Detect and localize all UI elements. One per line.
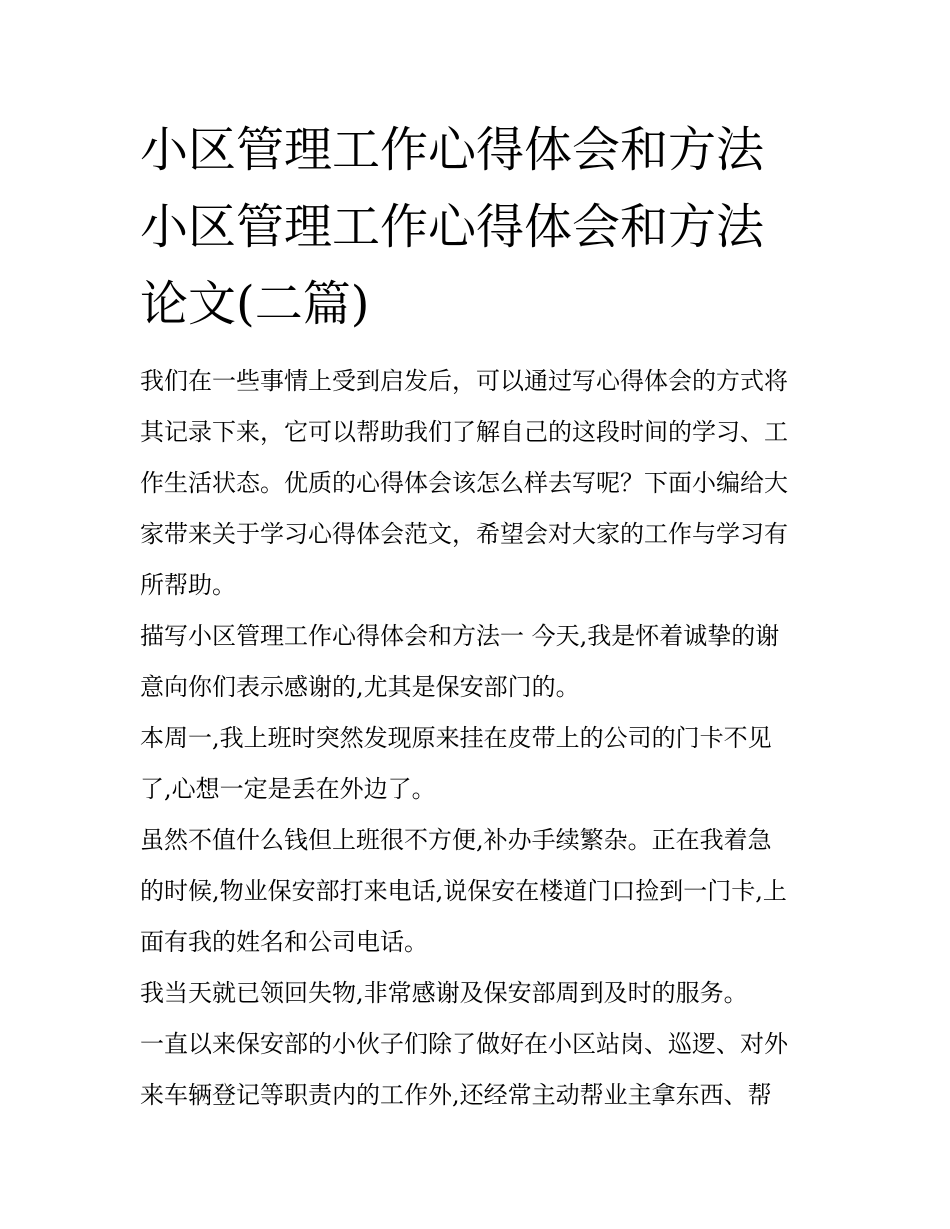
paragraph-returned (140, 968, 820, 1019)
text-line: 虽然不值什么钱但上班很不方便,补办手续繁杂。正在我着急 (140, 826, 772, 854)
document-body (140, 356, 820, 1121)
text-line: 其记录下来，它可以帮助我们了解自己的这段时间的学习、工 (140, 418, 788, 446)
text-line: 了,心想一定是丢在外边了。 (140, 775, 436, 803)
text-line: 我们在一些事情上受到启发后，可以通过写心得体会的方式将 (140, 367, 788, 395)
text-line: 我当天就已领回失物,非常感谢及保安部周到及时的服务。 (140, 979, 748, 1007)
document-title (140, 112, 820, 343)
paragraph-lost-card (140, 713, 820, 815)
text-line: 所帮助。 (140, 571, 236, 599)
text-line: 来车辆登记等职责内的工作外,还经常主动帮业主拿东西、帮 (140, 1081, 772, 1109)
text-line: 本周一,我上班时突然发现原来挂在皮带上的公司的门卡不见 (140, 724, 772, 752)
title-line: 论文(二篇) (140, 276, 370, 332)
text-line: 描写小区管理工作心得体会和方法一 今天,我是怀着诚挚的谢 (140, 622, 780, 650)
text-line: 意向你们表示感谢的,尤其是保安部门的。 (140, 673, 580, 701)
text-line: 家带来关于学习心得体会范文，希望会对大家的工作与学习有 (140, 520, 788, 548)
paragraph-intro (140, 356, 820, 611)
paragraph-thanks (140, 611, 820, 713)
paragraph-security-team (140, 1019, 820, 1121)
paragraph-phone-call (140, 815, 820, 968)
text-line: 作生活状态。优质的心得体会该怎么样去写呢？下面小编给大 (140, 469, 788, 497)
title-line: 小区管理工作心得体会和方法 (140, 122, 765, 178)
text-line: 一直以来保安部的小伙子们除了做好在小区站岗、巡逻、对外 (140, 1030, 788, 1058)
text-line: 的时候,物业保安部打来电话,说保安在楼道门口捡到一门卡,上 (140, 877, 787, 905)
text-line: 面有我的姓名和公司电话。 (140, 928, 428, 956)
title-line: 小区管理工作心得体会和方法 (140, 199, 765, 255)
